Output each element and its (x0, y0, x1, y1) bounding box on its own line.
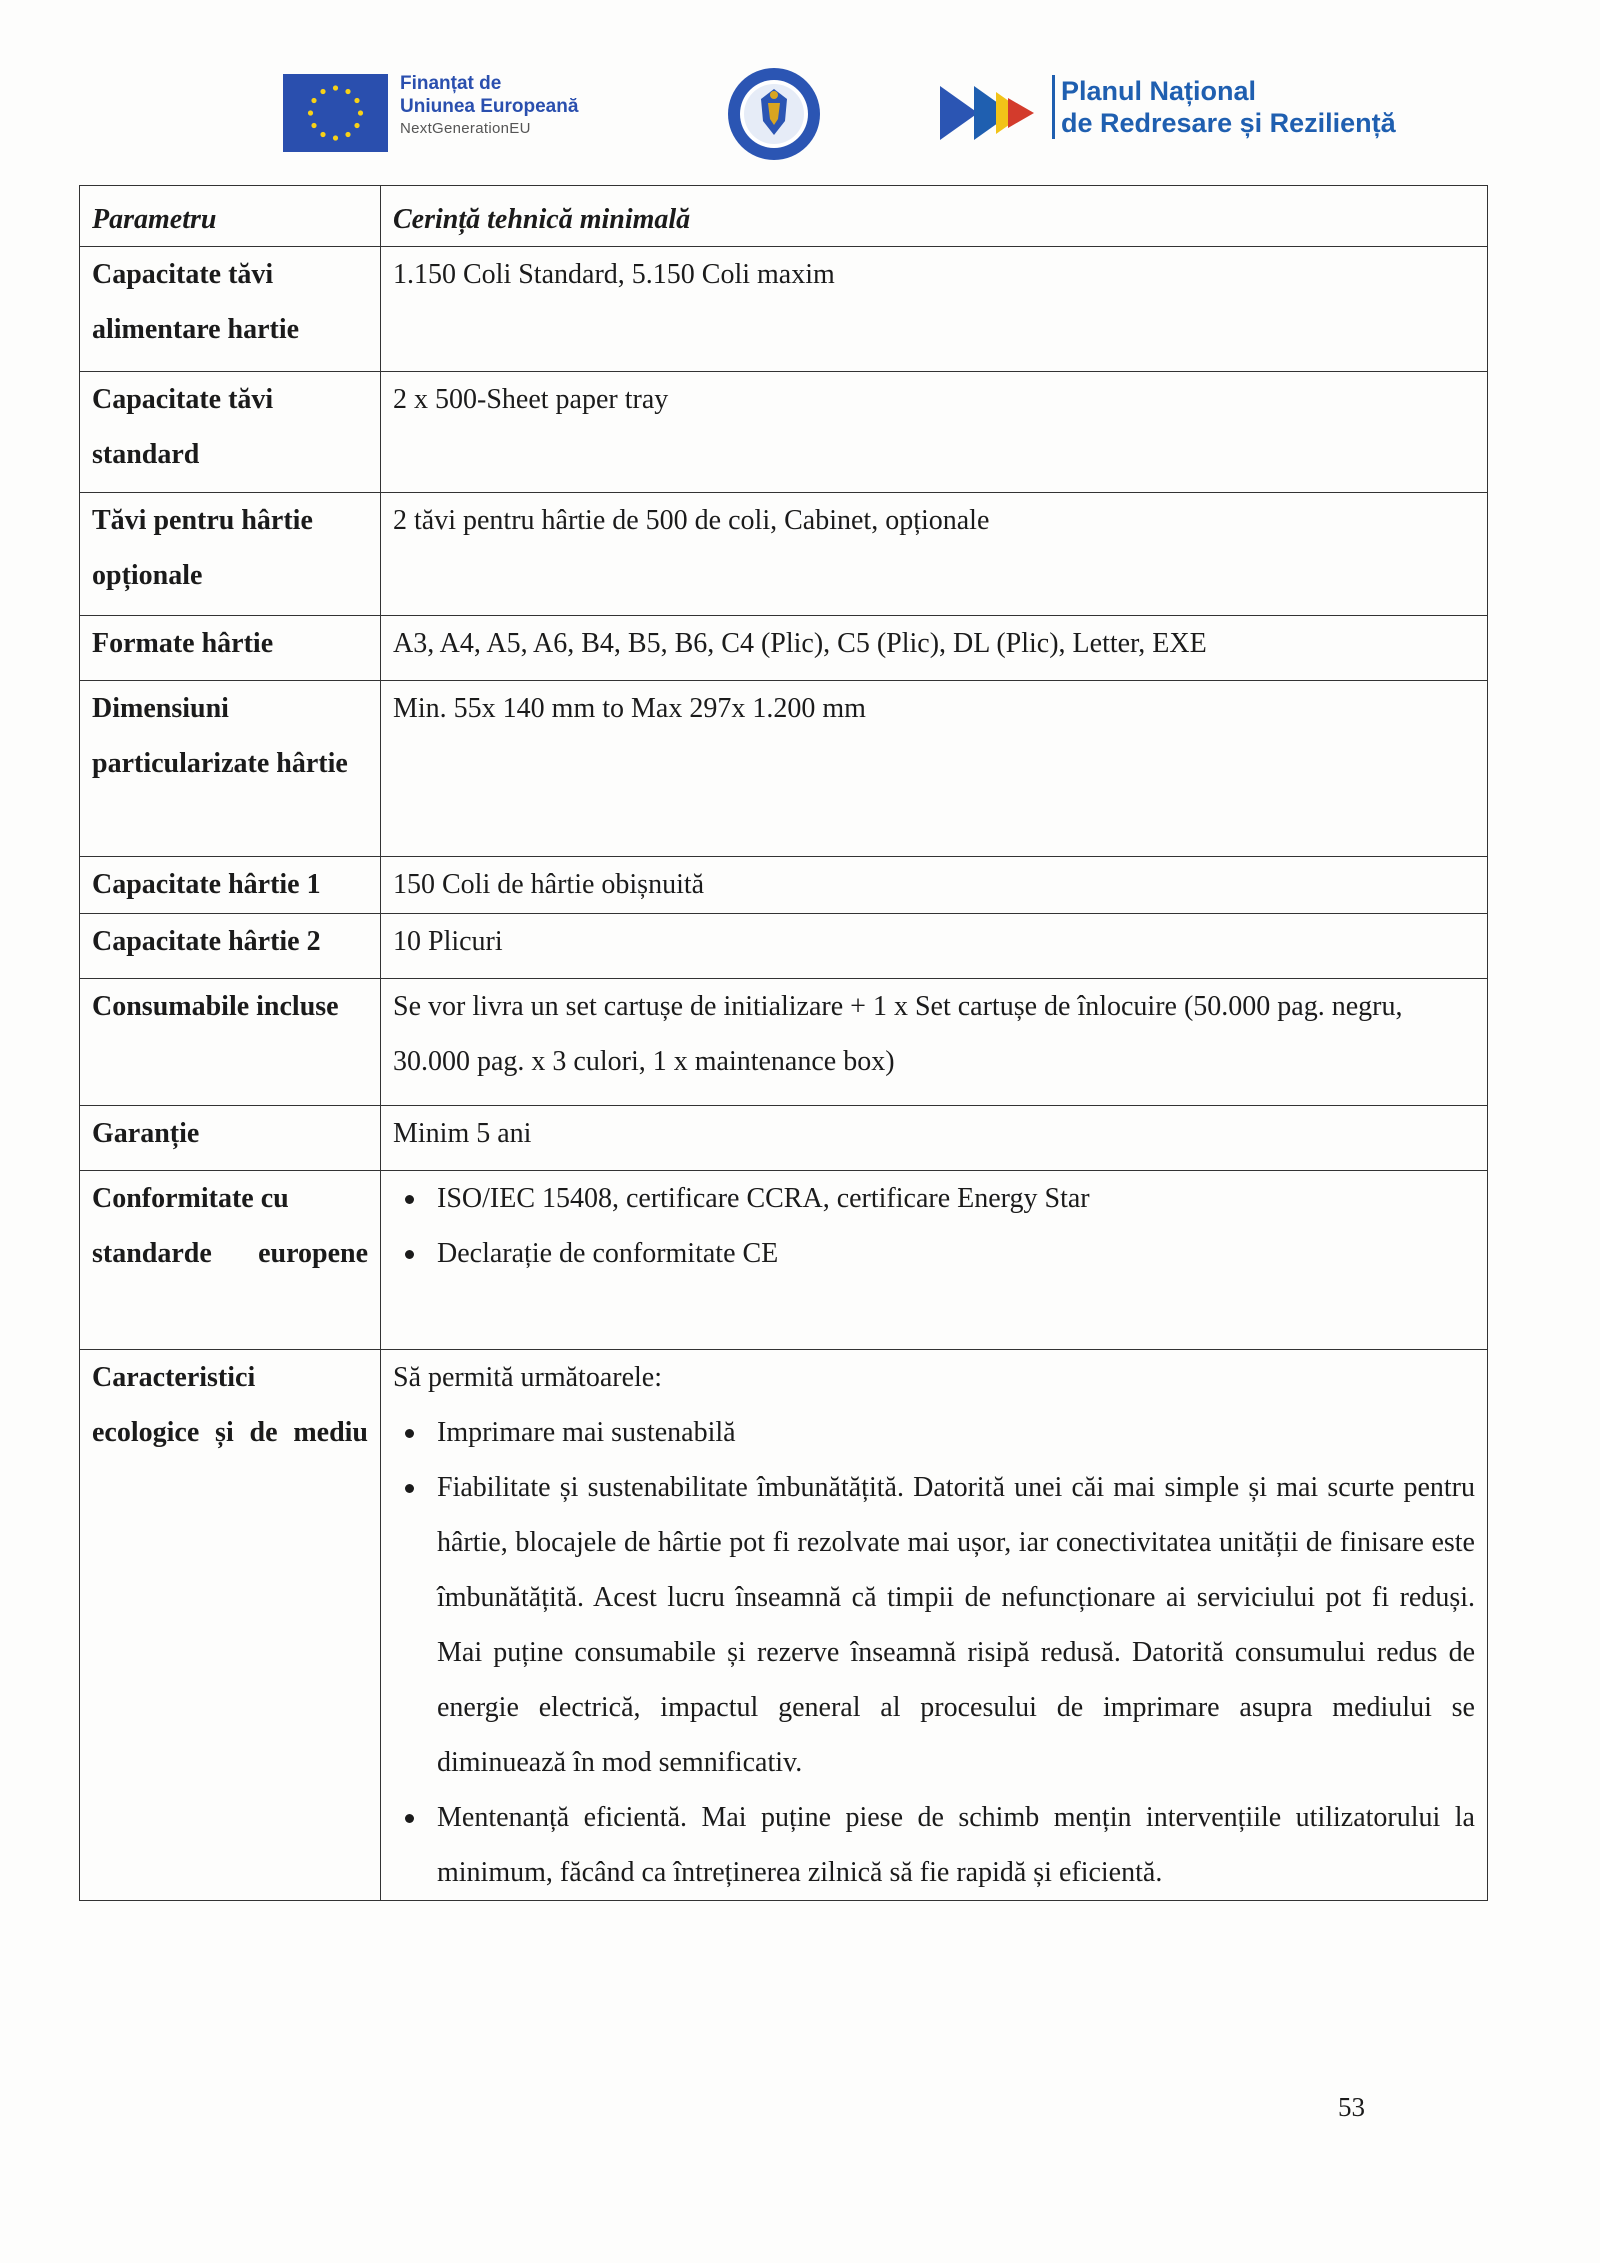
param-cell: Dimensiuni particularizate hârtie (80, 681, 381, 857)
pnrr-line-1: Planul Național (1061, 76, 1257, 106)
table-row (80, 372, 1488, 493)
list-item: Fiabilitate și sustenabilitate îmbunătățită. Datorită unei căi mai simple și mai scurte pentru hârtie, blocajele de hârtie pot fi rezolvate mai ușor, iar conectivitatea unității de finisare este îmbunătățită. Acest lucru înseamnă că timpii de nefuncționare ai serviciului pot fi reduși. Mai puține consumabile și rezerve înseamnă risipă redusă. Datorită consumului redus de energie electrică, impactul general al procesului de imprimare asupra mediului se diminuează în mod semnificativ. (437, 1460, 1475, 1790)
list-item: Declarație de conformitate CE (437, 1226, 1475, 1281)
table-row (80, 493, 1488, 616)
table-row (80, 681, 1488, 857)
column-header-requirement: Cerință tehnică minimală (381, 186, 1488, 247)
page-header (0, 60, 1600, 170)
technical-requirements-table (79, 185, 1488, 1901)
value-cell (381, 1350, 1488, 1901)
table-header-row (80, 186, 1488, 247)
value-cell: 150 Coli de hârtie obișnuită (381, 857, 1488, 914)
value-cell: 2 tăvi pentru hârtie de 500 de coli, Cabinet, opționale (381, 493, 1488, 616)
eu-flag-logo (283, 74, 388, 152)
param-cell: Tăvi pentru hârtie opționale (80, 493, 381, 616)
eu-line-1: Finanțat de (400, 73, 502, 94)
bullet-list (393, 1171, 1475, 1281)
list-item: ISO/IEC 15408, certificare CCRA, certificare Energy Star (437, 1171, 1475, 1226)
param-cell: Consumabile incluse (80, 979, 381, 1106)
param-cell: Capacitate hârtie 2 (80, 914, 381, 979)
list-item: Mentenanță eficientă. Mai puține piese de schimb mențin intervențiile utilizatorului la minimum, făcând ca întreținerea zilnică să fie rapidă și eficientă. (437, 1790, 1475, 1900)
bullet-list (393, 1405, 1475, 1900)
table-row (80, 914, 1488, 979)
table-row (80, 1171, 1488, 1350)
value-cell: A3, A4, A5, A6, B4, B5, B6, C4 (Plic), C5 (Plic), DL (Plic), Letter, EXE (381, 616, 1488, 681)
param-cell: Garanție (80, 1106, 381, 1171)
param-cell: Capacitate tăvi standard (80, 372, 381, 493)
eu-line-3: NextGenerationEU (400, 120, 531, 137)
table-row (80, 616, 1488, 681)
value-cell: Min. 55x 140 mm to Max 297x 1.200 mm (381, 681, 1488, 857)
eu-line-2: Uniunea Europeană (400, 96, 579, 117)
pnrr-line-2: de Redresare și Reziliență (1061, 108, 1396, 138)
value-cell: Minim 5 ani (381, 1106, 1488, 1171)
table-row (80, 247, 1488, 372)
value-cell: Se vor livra un set cartușe de initializare + 1 x Set cartușe de înlocuire (50.000 pag. negru, 30.000 pag. x 3 culori, 1 x maintenance box) (381, 979, 1488, 1106)
table-row (80, 1350, 1488, 1901)
table-row (80, 1106, 1488, 1171)
param-cell: Conformitate cu standarde europene (80, 1171, 381, 1350)
param-cell: Formate hârtie (80, 616, 381, 681)
value-cell: 2 x 500-Sheet paper tray (381, 372, 1488, 493)
param-cell: Capacitate tăvi alimentare hartie (80, 247, 381, 372)
pnrr-arrow-logo-icon (938, 78, 1048, 148)
table-row (80, 979, 1488, 1106)
pnrr-title (1052, 75, 1396, 139)
column-header-parameter: Parametru (80, 186, 381, 247)
param-cell: Capacitate hârtie 1 (80, 857, 381, 914)
page-number: 53 (1338, 2092, 1365, 2122)
value-cell: 10 Plicuri (381, 914, 1488, 979)
eu-funding-text (400, 72, 578, 140)
romanian-government-seal-icon (725, 65, 823, 163)
value-cell: 1.150 Coli Standard, 5.150 Coli maxim (381, 247, 1488, 372)
param-cell: Caracteristici ecologice și de mediu (80, 1350, 381, 1901)
list-intro: Să permită următoarele: (393, 1362, 662, 1393)
table-row (80, 857, 1488, 914)
list-item: Imprimare mai sustenabilă (437, 1405, 1475, 1460)
value-cell (381, 1171, 1488, 1350)
